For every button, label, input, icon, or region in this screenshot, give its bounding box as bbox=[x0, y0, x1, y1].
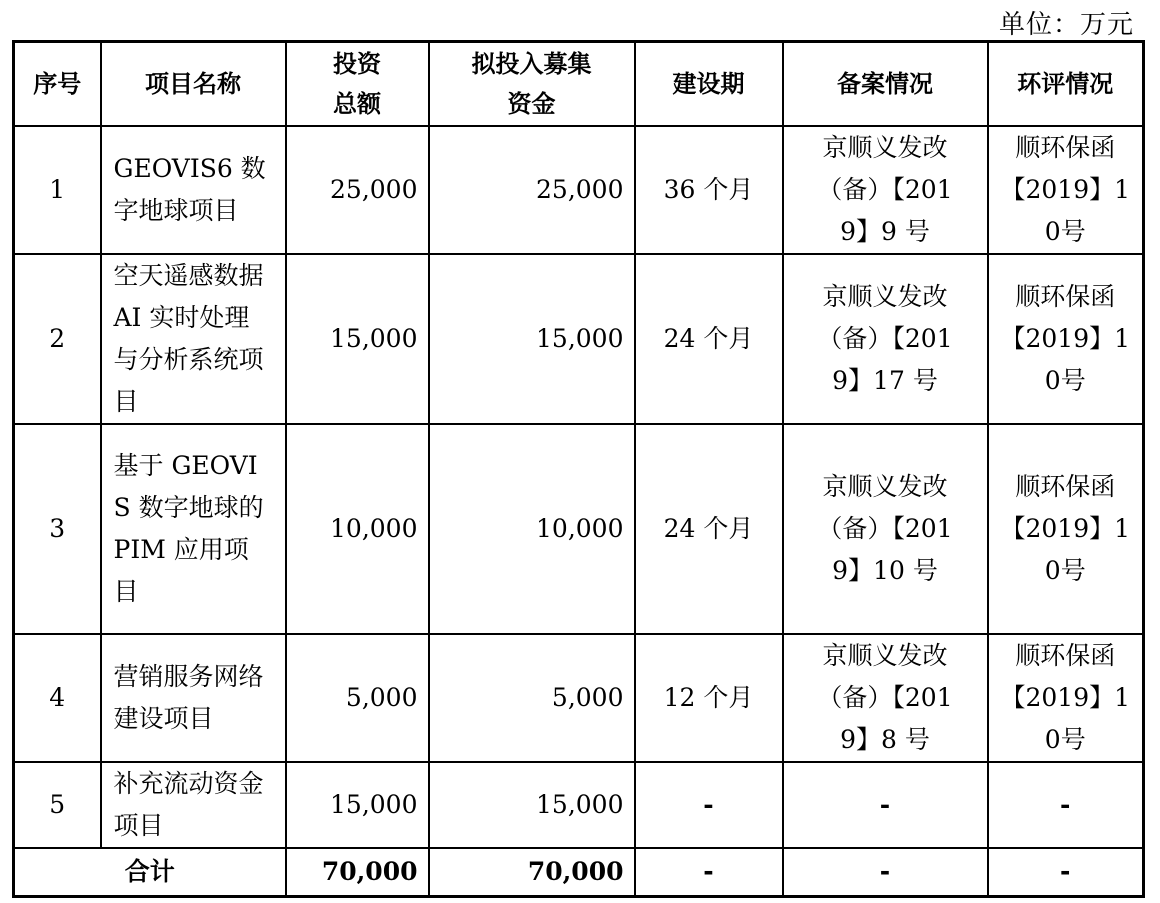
header-period: 建设期 bbox=[635, 42, 783, 127]
table-row bbox=[14, 126, 1144, 254]
header-row bbox=[14, 42, 1144, 127]
cell-total: 15,000 bbox=[286, 254, 429, 424]
table-row bbox=[14, 634, 1144, 762]
cell-eia: 顺环保函【2019】10号 bbox=[988, 424, 1144, 634]
cell-filing: 京顺义发改（备）【2019】9 号 bbox=[783, 126, 988, 254]
cell-filing: 京顺义发改（备）【2019】8 号 bbox=[783, 634, 988, 762]
total-investment: 70,000 bbox=[286, 848, 429, 897]
cell-seq: 4 bbox=[14, 634, 101, 762]
table-row bbox=[14, 254, 1144, 424]
total-filing: - bbox=[783, 848, 988, 897]
cell-seq: 3 bbox=[14, 424, 101, 634]
header-raise: 拟投入募集资金 bbox=[429, 42, 635, 127]
cell-filing: 京顺义发改（备）【2019】17 号 bbox=[783, 254, 988, 424]
cell-eia: 顺环保函【2019】10号 bbox=[988, 254, 1144, 424]
cell-total: 5,000 bbox=[286, 634, 429, 762]
unit-label: 单位：万元 bbox=[998, 10, 1134, 40]
cell-eia: - bbox=[988, 762, 1144, 848]
header-name: 项目名称 bbox=[101, 42, 286, 127]
cell-period: 24 个月 bbox=[635, 424, 783, 634]
cell-name: 营销服务网络建设项目 bbox=[101, 634, 286, 762]
cell-total: 15,000 bbox=[286, 762, 429, 848]
cell-seq: 2 bbox=[14, 254, 101, 424]
cell-filing: 京顺义发改（备）【2019】10 号 bbox=[783, 424, 988, 634]
cell-raise: 15,000 bbox=[429, 762, 635, 848]
cell-raise: 5,000 bbox=[429, 634, 635, 762]
cell-seq: 1 bbox=[14, 126, 101, 254]
cell-name: GEOVIS6 数字地球项目 bbox=[101, 126, 286, 254]
table-row bbox=[14, 762, 1144, 848]
total-period: - bbox=[635, 848, 783, 897]
cell-total: 25,000 bbox=[286, 126, 429, 254]
cell-eia: 顺环保函【2019】10号 bbox=[988, 126, 1144, 254]
total-raise: 70,000 bbox=[429, 848, 635, 897]
header-filing: 备案情况 bbox=[783, 42, 988, 127]
cell-eia: 顺环保函【2019】10号 bbox=[988, 634, 1144, 762]
cell-total: 10,000 bbox=[286, 424, 429, 634]
cell-raise: 15,000 bbox=[429, 254, 635, 424]
header-eia: 环评情况 bbox=[988, 42, 1144, 127]
cell-name: 基于 GEOVIS 数字地球的 PIM 应用项目 bbox=[101, 424, 286, 634]
cell-filing: - bbox=[783, 762, 988, 848]
cell-period: 12 个月 bbox=[635, 634, 783, 762]
fundraising-projects-table bbox=[12, 40, 1145, 898]
table-row bbox=[14, 424, 1144, 634]
total-row bbox=[14, 848, 1144, 897]
cell-raise: 25,000 bbox=[429, 126, 635, 254]
cell-period: 36 个月 bbox=[635, 126, 783, 254]
header-seq: 序号 bbox=[14, 42, 101, 127]
cell-period: - bbox=[635, 762, 783, 848]
cell-period: 24 个月 bbox=[635, 254, 783, 424]
total-eia: - bbox=[988, 848, 1144, 897]
total-label: 合计 bbox=[14, 848, 286, 897]
cell-seq: 5 bbox=[14, 762, 101, 848]
header-total: 投资总额 bbox=[286, 42, 429, 127]
cell-name: 补充流动资金项目 bbox=[101, 762, 286, 848]
cell-raise: 10,000 bbox=[429, 424, 635, 634]
cell-name: 空天遥感数据 AI 实时处理与分析系统项目 bbox=[101, 254, 286, 424]
